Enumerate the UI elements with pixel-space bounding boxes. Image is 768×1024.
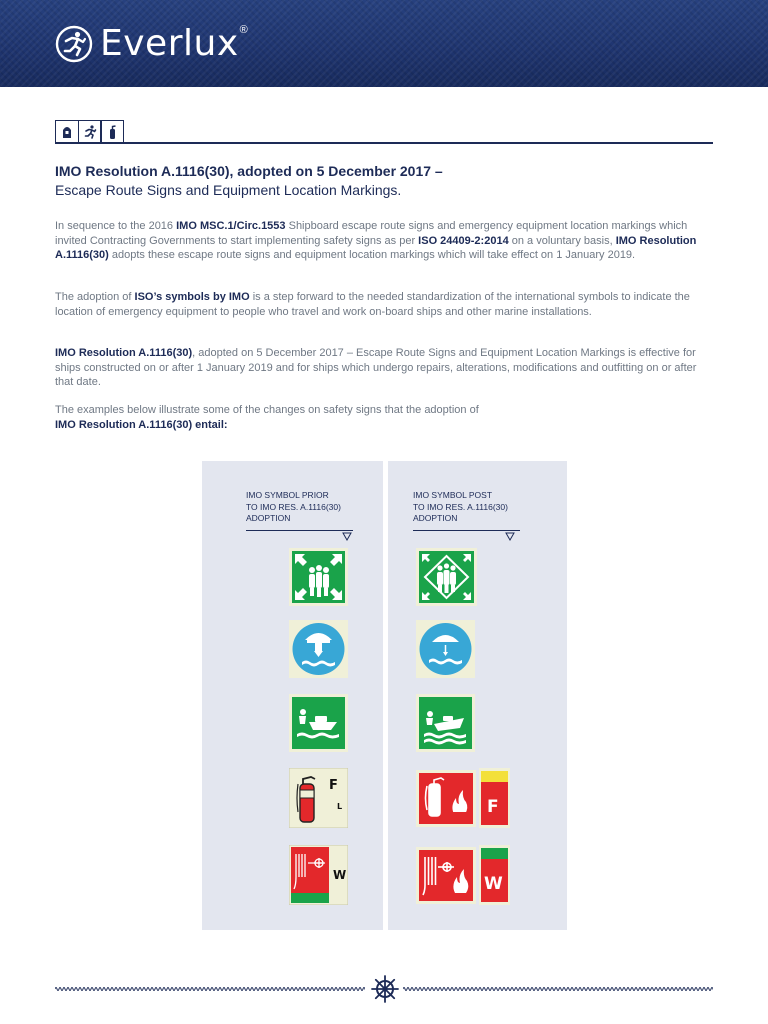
svg-text:W: W: [333, 868, 347, 882]
boat-icon: [55, 120, 79, 144]
header-banner: [0, 0, 768, 87]
sign-fire-extinguisher-post: [416, 768, 511, 828]
footer-rope-right: [403, 986, 713, 992]
sign-liferaft-prior: [289, 620, 348, 678]
examples-paragraph: The examples below illustrate some of the changes on safety signs that the adoption of IMO Resolution A.1116(30) entail:: [55, 404, 479, 431]
registered-mark: ®: [239, 24, 248, 36]
svg-text:F: F: [329, 778, 338, 793]
sign-assembly-station-post: [416, 548, 477, 606]
running-man-icon: [78, 120, 102, 144]
page-title: IMO Resolution A.1116(30), adopted on 5 December 2017 –: [55, 163, 443, 179]
svg-text:F: F: [487, 797, 499, 817]
everlux-logo[interactable]: [54, 20, 248, 68]
effective-date-paragraph: IMO Resolution A.1116(30), adopted on 5 December 2017 – Escape Route Signs and Equipment Location Markings is effective for ships constructed on or after 1 January 2019 and for ships which undergo repairs, alterations, modifications and outfitting on or after that date.: [55, 347, 697, 388]
extinguisher-icon: [100, 120, 124, 144]
prior-column-label: IMO SYMBOL PRIOR TO IMO RES. A.1116(30) ADOPTION: [246, 490, 341, 523]
svg-text:W: W: [484, 874, 503, 894]
sign-fire-hose-post: [416, 845, 511, 905]
post-column-label: IMO SYMBOL POST TO IMO RES. A.1116(30) ADOPTION: [413, 490, 508, 523]
sign-assembly-station-prior: [289, 548, 348, 606]
triangle-down-icon: [505, 532, 515, 541]
footer-rope-left: [55, 986, 365, 992]
adoption-paragraph: The adoption of ISO’s symbols by IMO is a step forward to the needed standardization of the international symbols to indicate the location of emergency equipment to people who travel and work on-board ships and other marine installations.: [55, 291, 690, 318]
sign-fire-hose-prior: [289, 845, 348, 905]
sign-rescue-boat-prior: [289, 694, 348, 752]
section-divider: [55, 142, 713, 144]
sign-rescue-boat-post: [416, 694, 475, 752]
prior-column-rule: [246, 530, 353, 531]
running-man-icon: [54, 24, 94, 64]
prior-symbols-panel: [202, 461, 383, 930]
category-icon-strip: [55, 120, 123, 144]
svg-text:L: L: [337, 802, 343, 811]
brand-name: Everlux: [100, 23, 239, 64]
ship-wheel-icon: [371, 975, 399, 1003]
post-column-rule: [413, 530, 520, 531]
intro-paragraph: In sequence to the 2016 IMO MSC.1/Circ.1553 Shipboard escape route signs and emergency equipment location markings which invited Contracting Governments to start implementing safety signs as per ISO 24409-2:2014 on a voluntary basis, IMO Resolution A.1116(30) adopts these escape route signs and equipment location markings which will take effect on 1 January 2019.: [55, 220, 697, 261]
page-subtitle: Escape Route Signs and Equipment Location Markings.: [55, 182, 402, 198]
sign-liferaft-post: [416, 620, 475, 678]
post-symbols-panel: [388, 461, 567, 930]
triangle-down-icon: [342, 532, 352, 541]
sign-fire-extinguisher-prior: [289, 768, 348, 828]
